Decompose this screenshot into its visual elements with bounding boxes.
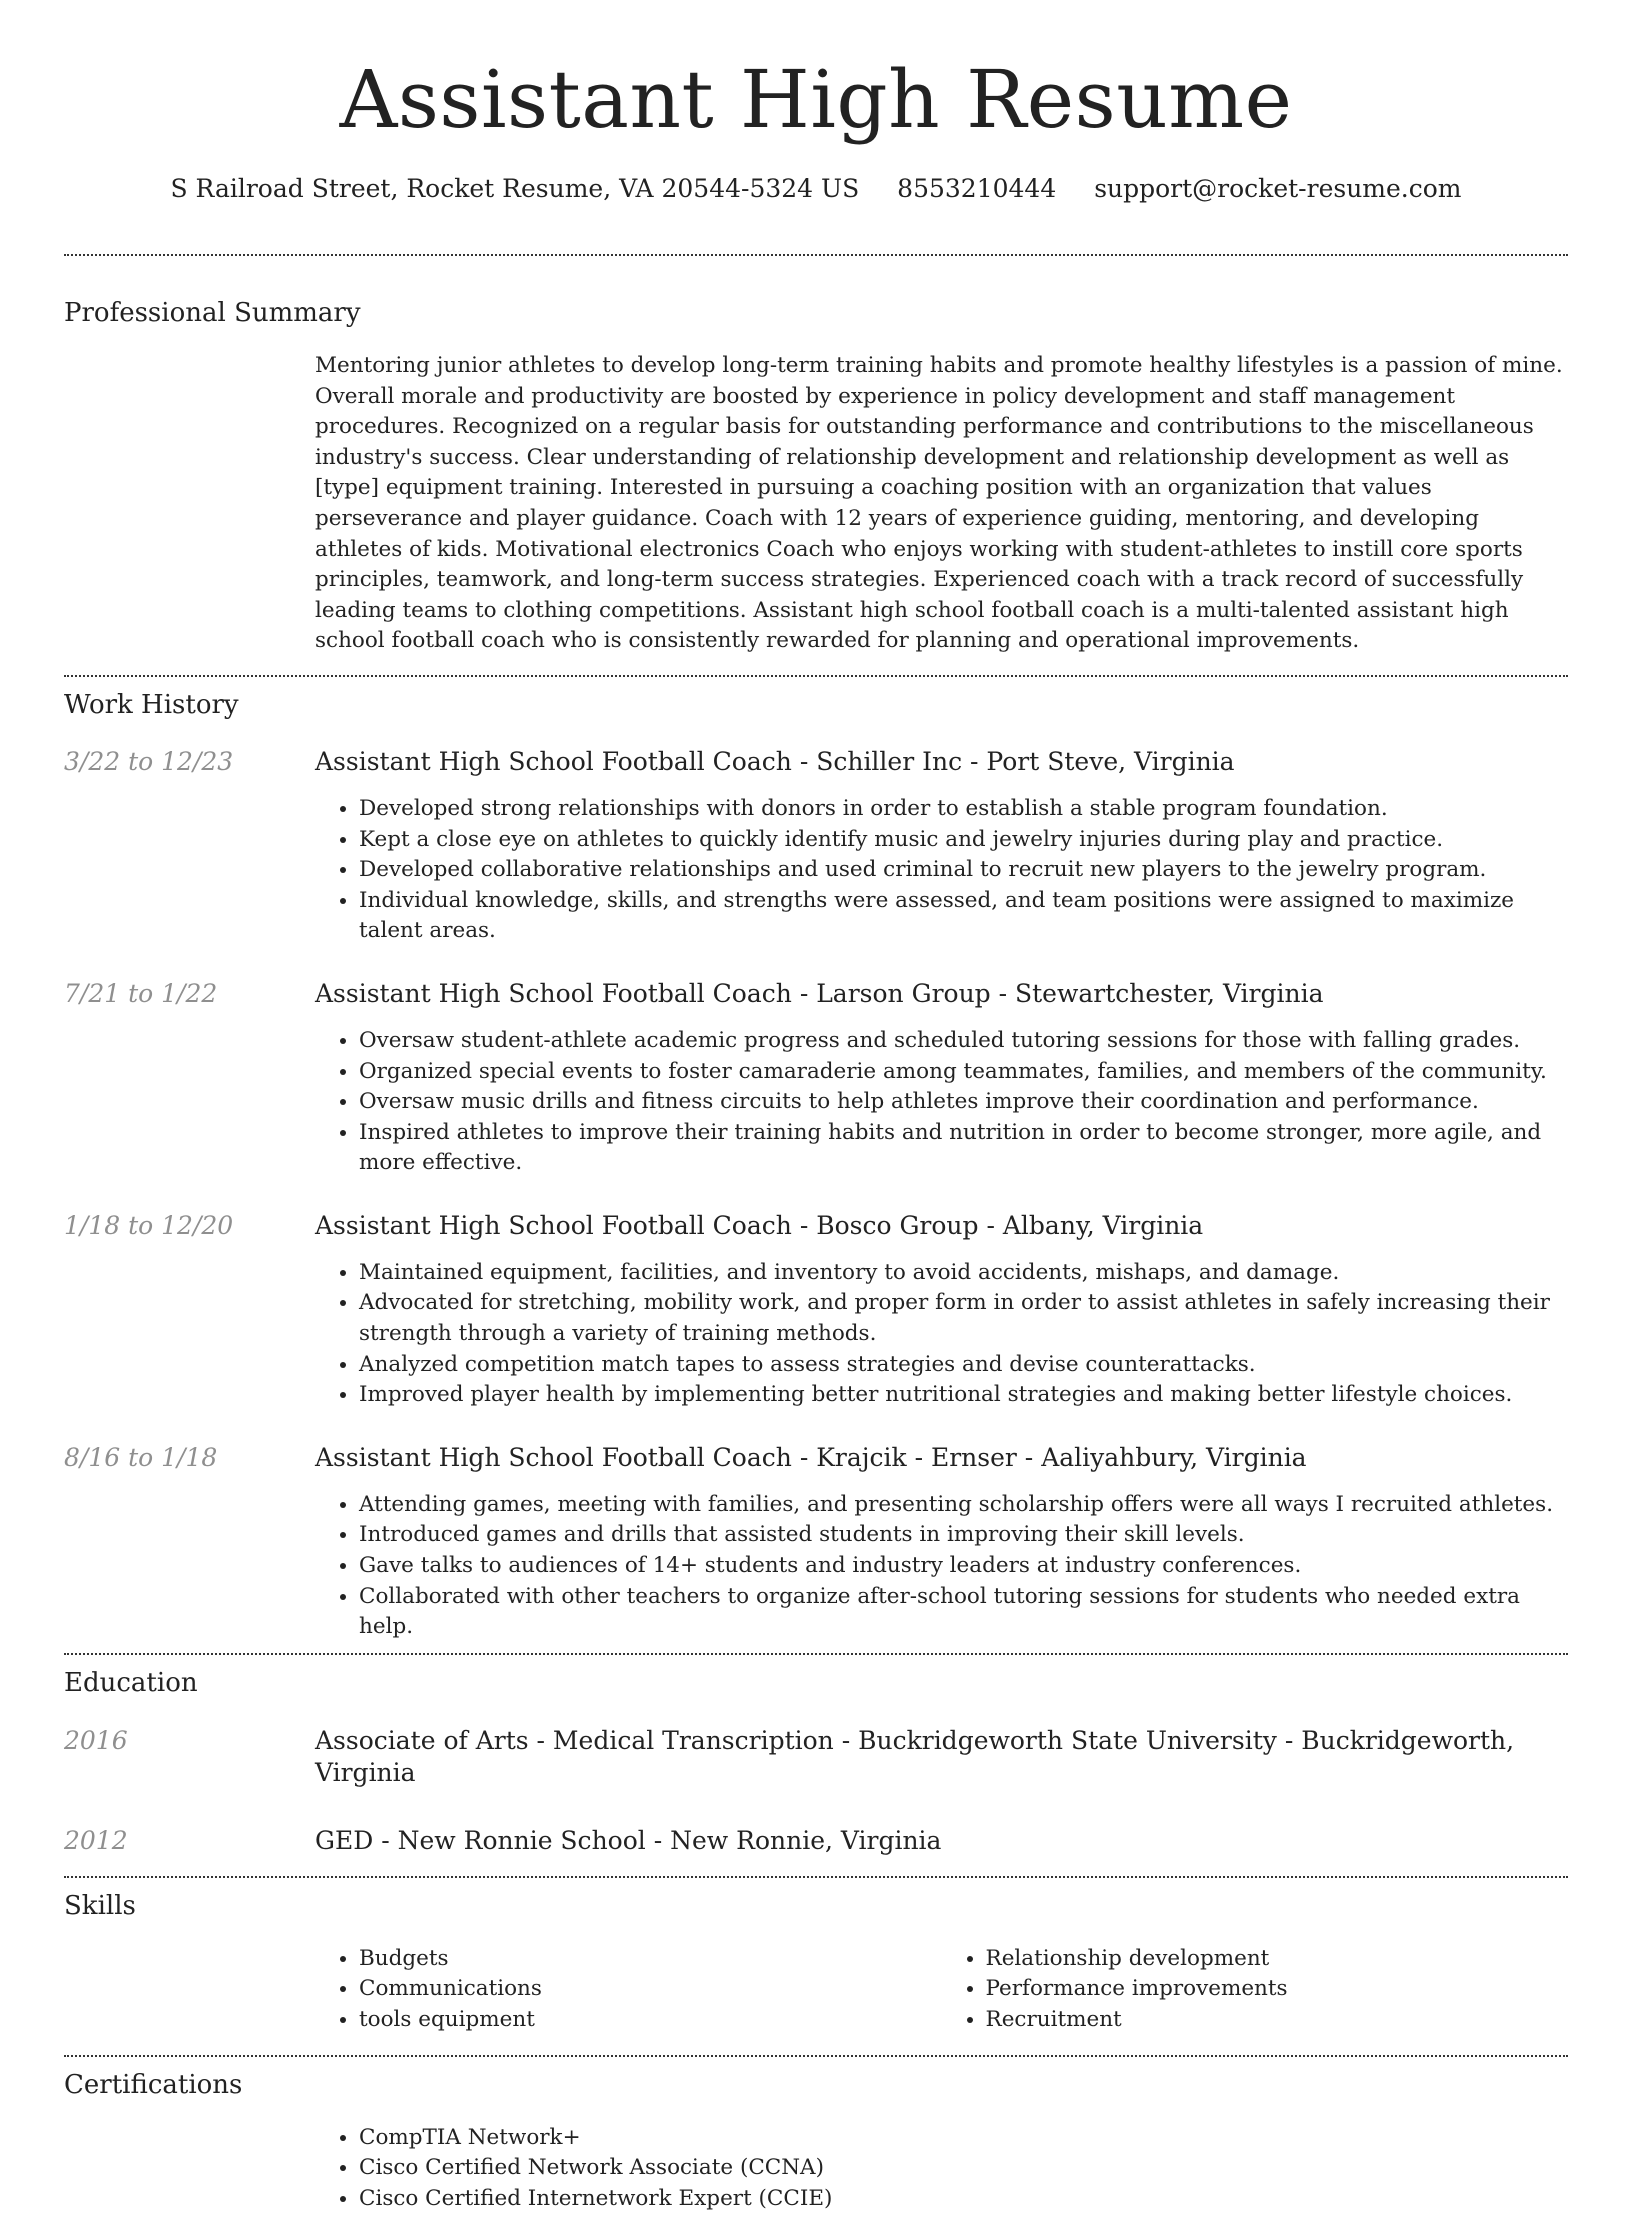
- resume-name: Assistant High Resume: [339, 53, 1293, 146]
- education-year: 2016: [64, 1725, 128, 1755]
- job-title: Assistant High School Football Coach - Krajcik - Ernser - Aaliyahbury, Virginia: [315, 1442, 1307, 1472]
- list-item: • Individual knowledge, skills, and strengths were assessed, and team positions were assigned to maximize talent areas.: [359, 886, 1568, 947]
- list-item: • Advocated for stretching, mobility work, and proper form in order to assist athletes in safely increasing their strength through a variety of training methods.: [359, 1288, 1568, 1349]
- list-item: • Oversaw music drills and fitness circuits to help athletes improve their coordination and performance.: [359, 1087, 1568, 1118]
- job-dates: 8/16 to 1/18: [64, 1442, 218, 1472]
- section-title: Skills: [64, 1890, 136, 1921]
- list-item: • Attending games, meeting with families, and presenting scholarship offers were all ways I recruited athletes.: [359, 1490, 1568, 1521]
- education-text: GED - New Ronnie School - New Ronnie, Virginia: [315, 1825, 942, 1855]
- list-item: • tools equipment: [359, 2005, 942, 2036]
- job-entry: [64, 1442, 1568, 1643]
- section-title: Work History: [64, 689, 239, 720]
- list-item: • Recruitment: [986, 2005, 1569, 2036]
- education-text: Associate of Arts - Medical Transcription - Buckridgeworth State University - Buckridgeworth, Virginia: [315, 1725, 1515, 1787]
- job-title: Assistant High School Football Coach - Bosco Group - Albany, Virginia: [315, 1210, 1204, 1240]
- phone: 8553210444: [897, 174, 1057, 203]
- list-item: • Developed strong relationships with donors in order to establish a stable program foundation.: [359, 794, 1568, 825]
- list-item: • CompTIA Network+: [359, 2123, 1568, 2154]
- list-item: • Cisco Certified Internetwork Expert (CCIE): [359, 2184, 1568, 2214]
- divider: [64, 2055, 1568, 2057]
- list-item: • Maintained equipment, facilities, and inventory to avoid accidents, mishaps, and damage.: [359, 1258, 1568, 1289]
- list-item: • Gave talks to audiences of 14+ students and industry leaders at industry conferences.: [359, 1551, 1568, 1582]
- contact-line: [64, 174, 1568, 204]
- certifications-list: [315, 2123, 1568, 2214]
- list-item: • Communications: [359, 1974, 942, 2005]
- address: S Railroad Street, Rocket Resume, VA 20544-5324 US: [170, 174, 860, 203]
- list-item: • Oversaw student-athlete academic progress and scheduled tutoring sessions for those with falling grades.: [359, 1026, 1568, 1057]
- job-dates: 7/21 to 1/22: [64, 978, 218, 1008]
- job-entry: [64, 746, 1568, 947]
- list-item: • Analyzed competition match tapes to assess strategies and devise counterattacks.: [359, 1350, 1568, 1381]
- job-bullets: [315, 1258, 1568, 1411]
- list-item: • Kept a close eye on athletes to quickly identify music and jewelry injuries during play and practice.: [359, 825, 1568, 856]
- job-entry: [64, 1210, 1568, 1411]
- education-entry: [64, 1725, 1568, 1789]
- list-item: • Introduced games and drills that assisted students in improving their skill levels.: [359, 1520, 1568, 1551]
- list-item: • Collaborated with other teachers to organize after-school tutoring sessions for students who needed extra help.: [359, 1582, 1568, 1643]
- job-dates: 3/22 to 12/23: [64, 746, 234, 776]
- divider: [64, 1653, 1568, 1655]
- skills-section: [64, 1890, 1568, 2036]
- divider: [64, 254, 1568, 256]
- summary-text: Mentoring junior athletes to develop long-term training habits and promote healthy lifestyles is a passion of mine. Overall morale and productivity are boosted by experience in policy development and staff management procedures. Recognized on a regular basis for outstanding performance and contributions to the miscellaneous industry's success. Clear understanding of relationship development and relationship development as well as [type] equipment training. Interested in pursuing a coaching position with an organization that values perseverance and player guidance. Coach with 12 years of experience guiding, mentoring, and developing athletes of kids. Motivational electronics Coach who enjoys working with student-athletes to instill core sports principles, teamwork, and long-term success strategies. Experienced coach with a track record of successfully leading teams to clothing competitions. Assistant high school football coach is a multi-talented assistant high school football coach who is consistently rewarded for planning and operational improvements.: [315, 353, 1563, 654]
- education-entry: [64, 1825, 1568, 1857]
- job-title: Assistant High School Football Coach - Schiller Inc - Port Steve, Virginia: [315, 746, 1235, 776]
- job-dates: 1/18 to 12/20: [64, 1210, 234, 1240]
- list-item: • Organized special events to foster camaraderie among teammates, families, and members of the community.: [359, 1057, 1568, 1088]
- job-bullets: [315, 794, 1568, 947]
- job-entry: [64, 978, 1568, 1179]
- section-title: Education: [64, 1667, 198, 1698]
- list-item: • Relationship development: [986, 1944, 1569, 1975]
- email: support@rocket-resume.com: [1094, 174, 1462, 203]
- list-item: • Budgets: [359, 1944, 942, 1975]
- job-bullets: [315, 1490, 1568, 1643]
- list-item: • Improved player health by implementing better nutritional strategies and making better lifestyle choices.: [359, 1380, 1568, 1411]
- skills-list-left: [315, 1944, 942, 2036]
- section-title: Professional Summary: [64, 298, 361, 328]
- education-section: [64, 1667, 1568, 1857]
- section-title: Certifications: [64, 2069, 243, 2100]
- work-history-section: [64, 689, 1568, 1643]
- resume-page: [64, 0, 1568, 2214]
- list-item: • Developed collaborative relationships and used criminal to recruit new players to the jewelry program.: [359, 855, 1568, 886]
- education-year: 2012: [64, 1825, 128, 1855]
- list-item: • Performance improvements: [986, 1974, 1569, 2005]
- divider: [64, 675, 1568, 677]
- list-item: • Inspired athletes to improve their training habits and nutrition in order to become stronger, more agile, and more effective.: [359, 1118, 1568, 1179]
- professional-summary-section: [64, 297, 1568, 657]
- divider: [64, 1876, 1568, 1878]
- job-title: Assistant High School Football Coach - Larson Group - Stewartchester, Virginia: [315, 978, 1324, 1008]
- job-bullets: [315, 1026, 1568, 1179]
- list-item: • Cisco Certified Network Associate (CCNA): [359, 2153, 1568, 2184]
- certifications-section: [64, 2069, 1568, 2214]
- skills-list-right: [942, 1944, 1569, 2036]
